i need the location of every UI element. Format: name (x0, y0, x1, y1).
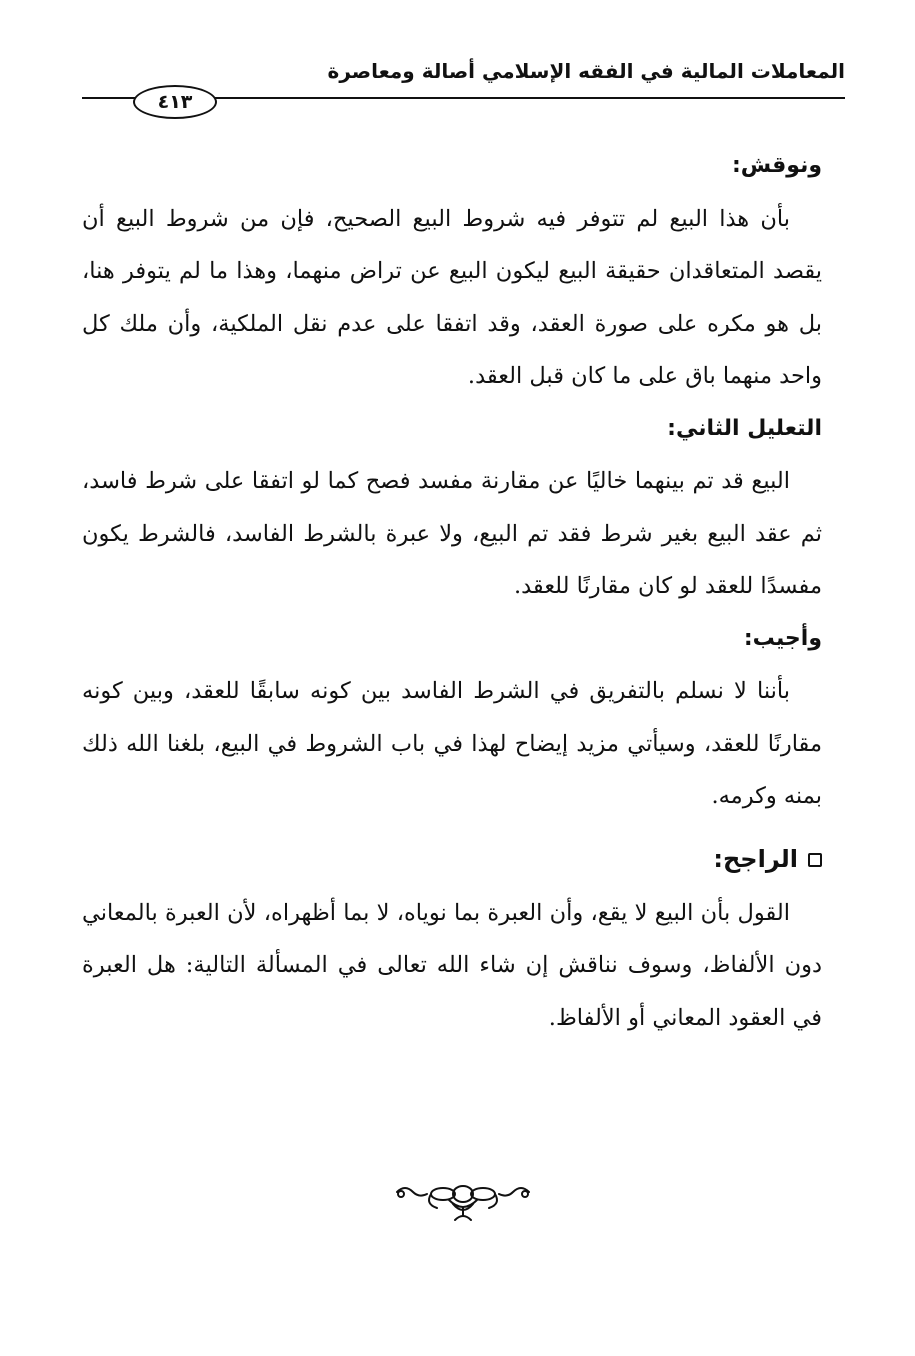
ornament-divider-icon (393, 1178, 533, 1228)
square-checkbox-icon (808, 853, 822, 867)
running-title: المعاملات المالية في الفقه الإسلامي أصالة ومعاصرة (327, 59, 845, 83)
page-body (82, 140, 822, 1044)
paragraph-second-reasoning: البيع قد تم بينهما خاليًا عن مقارنة مفسد فصح كما لو اتفقا على شرط فاسد، ثم عقد البيع بغير شرط فقد تم البيع، ولا عبرة بالشرط الفاسد، فالشرط يكون مفسدًا للعقد لو كان مقارنًا للعقد. (82, 468, 822, 599)
heading-discussion: ونوقش: (731, 153, 822, 178)
heading-preferred-view-label: الراجح: (713, 844, 798, 873)
heading-preferred-view (82, 831, 822, 887)
heading-second-reasoning: التعليل الثاني: (667, 415, 822, 441)
paragraph-response: بأننا لا نسلم بالتفريق في الشرط الفاسد بين كونه سابقًا للعقد، وبين كونه مقارنًا للعقد، وسيأتي مزيد إيضاح لهذا في باب الشروط في البيع، بلغنا الله ذلك بمنه وكرمه. (82, 678, 822, 809)
heading-response: وأجيب: (743, 625, 822, 651)
paragraph-discussion: بأن هذا البيع لم تتوفر فيه شروط البيع الصحيح، فإن من شروط البيع أن يقصد المتعاقدان حقيقة البيع ليكون البيع عن تراض منهما، وهذا ما لم يتوفر هنا، بل هو مكره على صورة العقد، وقد اتفقا على عدم نقل الملكية، وأن ملك كل واحد منهما باق على ما كان قبل العقد. (82, 205, 822, 389)
page-number-badge (133, 85, 217, 119)
paragraph-preferred-view: القول بأن البيع لا يقع، وأن العبرة بما نوياه، لا بما أظهراه، لأن العبرة بالمعاني دون الألفاظ، وسوف نناقش إن شاء الله تعالى في المسألة التالية: هل العبرة في العقود المعاني أو الألفاظ. (82, 899, 822, 1031)
page-number: ٤١٣ (157, 91, 193, 113)
